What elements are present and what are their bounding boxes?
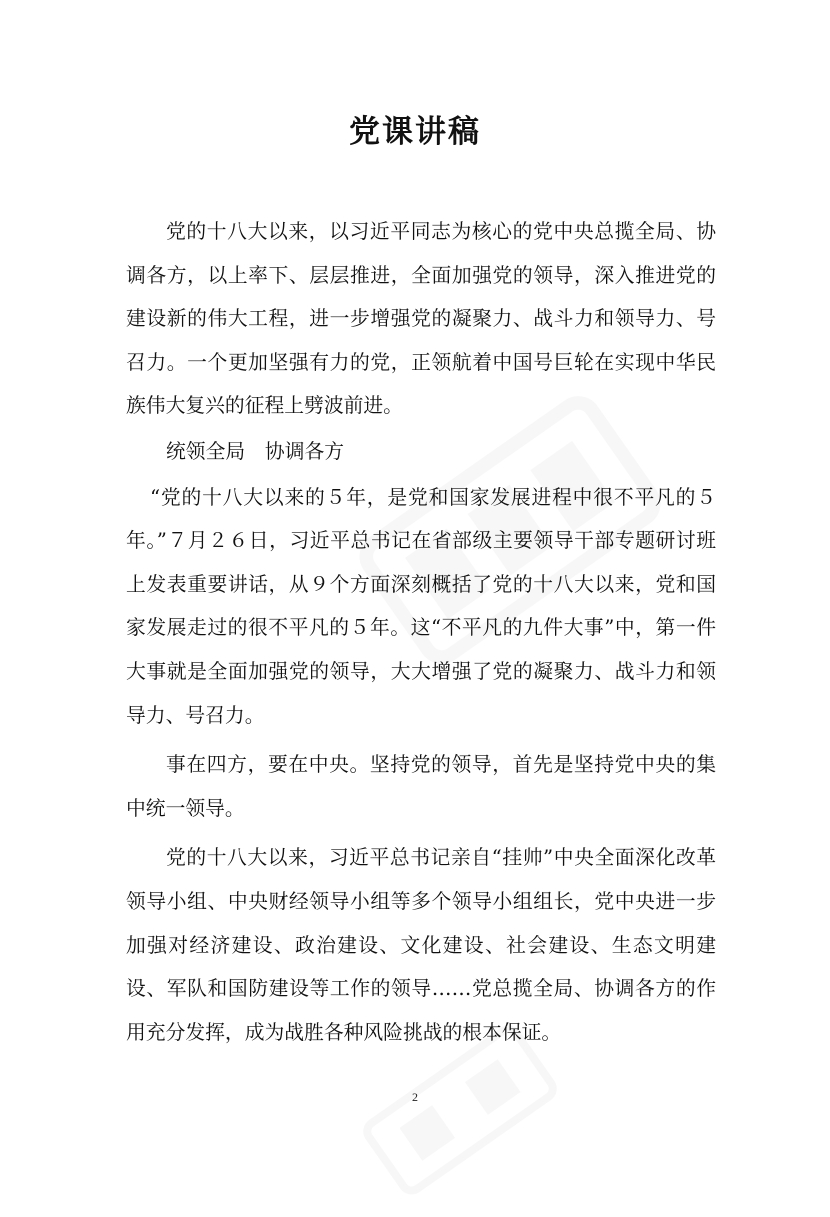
document-body xyxy=(126,210,716,1054)
document-title: 党课讲稿 xyxy=(349,114,481,150)
paragraph-center: 事在四方，要在中央。坚持党的领导，首先是坚持党中央的集中统一领导。 xyxy=(126,753,716,820)
paragraph-leadership: 党的十八大以来，习近平总书记亲自“挂帅”中央全面深化改革领导小组、中央财经领导小组等多个领导小组组长，党中央进一步加强对经济建设、政治建设、文化建设、社会建设、生态文明建设、军队和国防建设等工作的领导……党总揽全局、协调各方的作用充分发挥，成为战胜各种风险挑战的根本保证。 xyxy=(126,846,716,1044)
paragraph-intro: 党的十八大以来，以习近平同志为核心的党中央总揽全局、协调各方，以上率下、层层推进，全面加强党的领导，深入推进党的建设新的伟大工程，进一步增强党的凝聚力、战斗力和领导力、号召力。一个更加坚强有力的党，正领航着中国号巨轮在实现中华民族伟大复兴的征程上劈波前进。 xyxy=(126,220,716,418)
section-heading: 统领全局 协调各方 xyxy=(166,439,345,463)
paragraph-quote: “党的十八大以来的５年，是党和国家发展进程中很不平凡的５年。”７月２６日，习近平总书记在省部级主要领导干部专题研讨班上发表重要讲话，从９个方面深刻概括了党的十八大以来，党和国家发展走过的很不平凡的５年。这“不平凡的九件大事”中，第一件大事就是全面加强党的领导，大大增强了党的凝聚力、战斗力和领导力、号召力。 xyxy=(126,485,716,727)
page-number: 2 xyxy=(412,1090,418,1104)
